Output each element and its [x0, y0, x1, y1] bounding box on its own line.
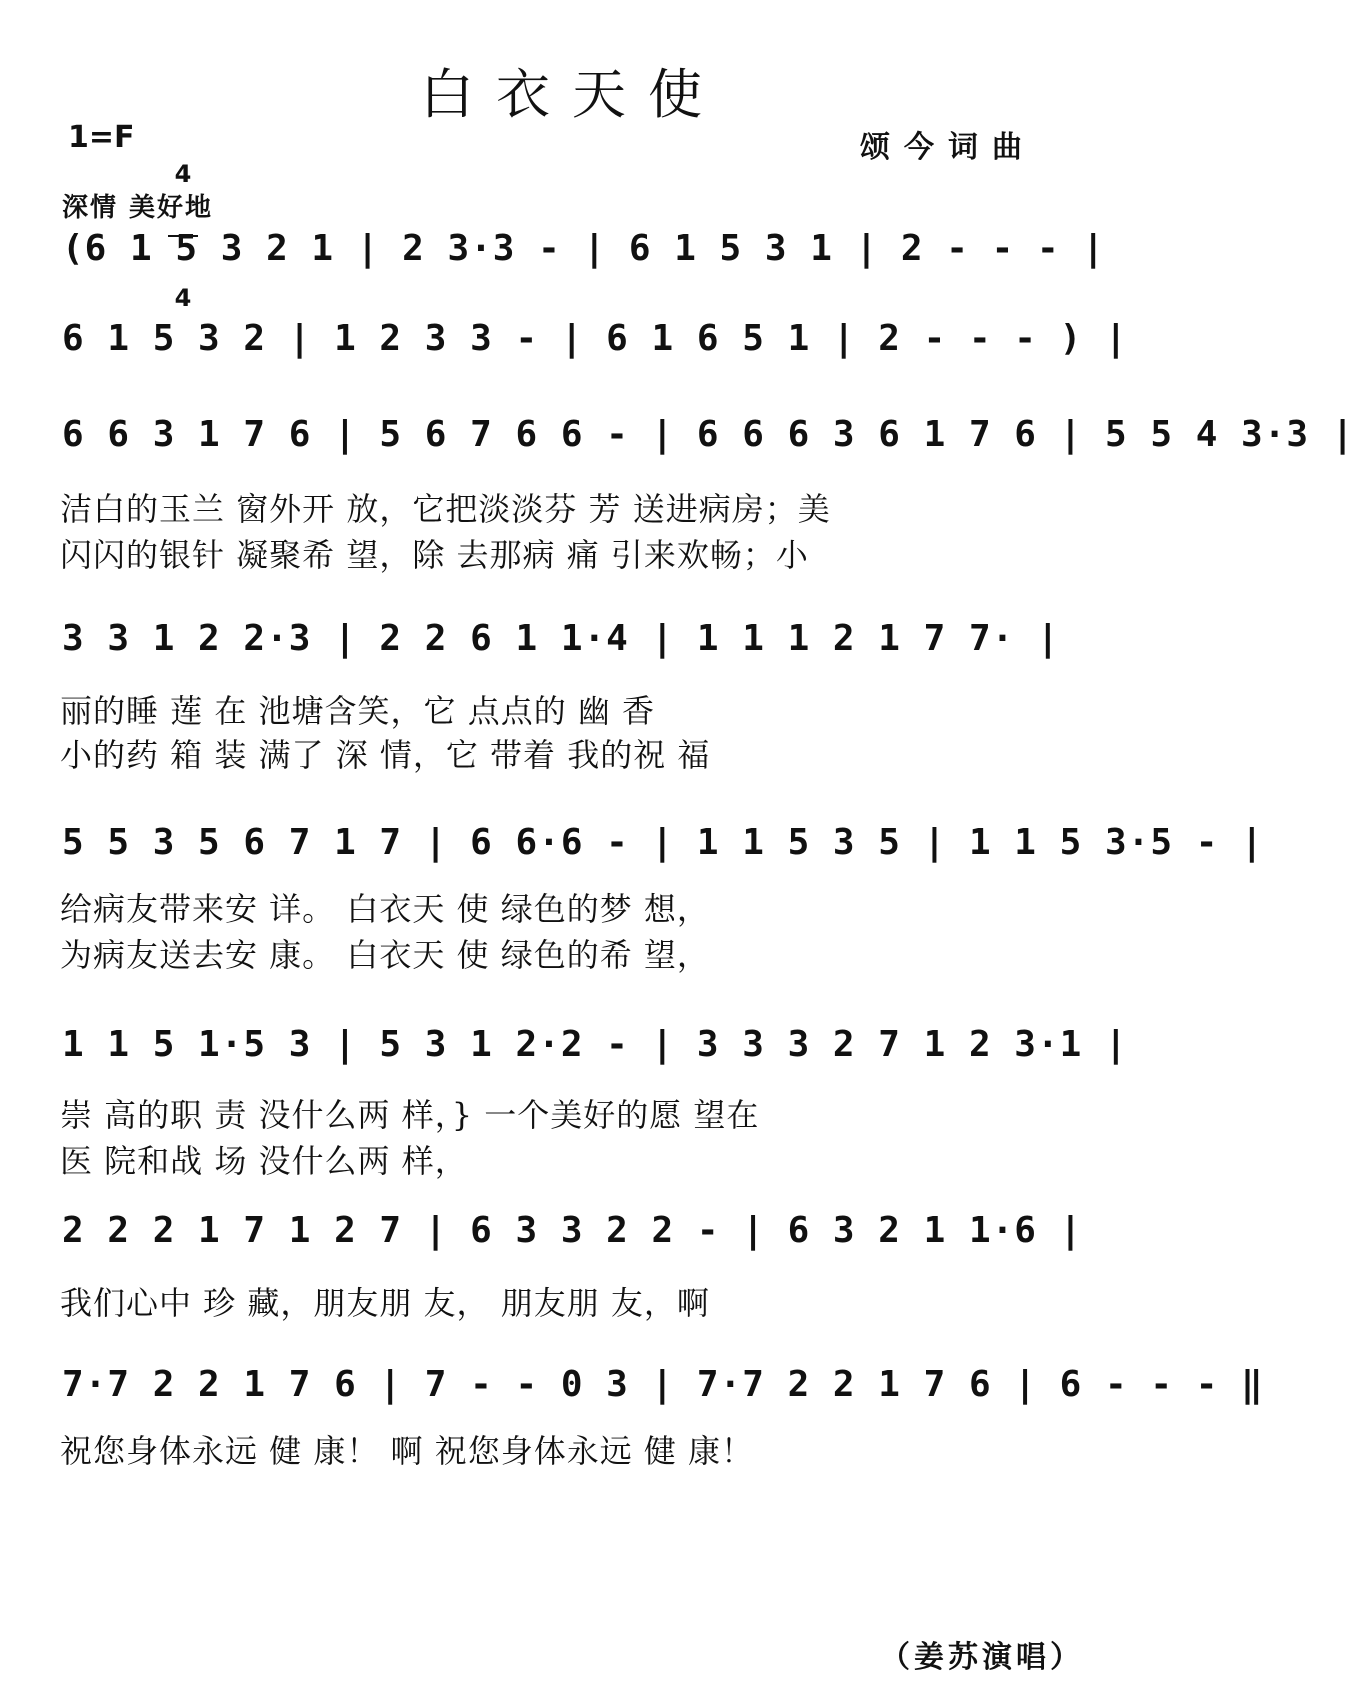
lyric-line-6-verse-2: 医 院和战 场 没什么两 样，: [60, 1142, 468, 1180]
lyric-line-7: 我们心中 珍 藏，朋友朋 友， 朋友朋 友，啊: [60, 1284, 710, 1322]
lyric-line-6-verse-1: 崇 高的职 责 没什么两 样，} 一个美好的愿 望在: [60, 1096, 760, 1134]
lyric-line-8: 祝您身体永远 健 康！ 啊 祝您身体永远 健 康！: [60, 1432, 755, 1470]
tempo-marking: 深情 美好地: [62, 193, 214, 223]
lyric-line-4-verse-2: 小的药 箱 装 满了 深 情，它 带着 我的祝 福: [60, 736, 711, 774]
lyric-line-3-verse-1: 洁白的玉兰 窗外开 放，它把淡淡芬 芳 送进病房；美: [60, 490, 831, 528]
song-title: 白衣天使: [420, 63, 724, 126]
notation-line-2: 6 1 5 3 2 | 1 2 3 3 - | 6 1 6 5 1 | 2 - - - ) |: [62, 318, 1128, 359]
lyric-line-5-verse-2: 为病友送去安 康。 白衣天 使 绿色的希 望，: [60, 936, 710, 974]
meter-top: 4: [174, 160, 192, 188]
time-signature: [168, 114, 198, 334]
notation-line-7: 2 2 2 1 7 1 2 7 | 6 3 3 2 2 - | 6 3 2 1 1·6 |: [62, 1210, 1083, 1251]
notation-line-3: 6 6 3 1 7 6 | 5 6 7 6 6 - | 6 6 6 3 6 1 7 6 | 5 5 4 3·3 |: [62, 414, 1354, 455]
notation-line-6: 1 1 5 1·5 3 | 5 3 1 2·2 - | 3 3 3 2 7 1 2 3·1 |: [62, 1024, 1128, 1065]
lyric-line-4-verse-1: 丽的睡 莲 在 池塘含笑，它 点点的 幽 香: [60, 692, 656, 730]
meter-bottom: 4: [174, 284, 192, 312]
singer-credit: （姜苏演唱）: [880, 1640, 1084, 1675]
lyric-line-3-verse-2: 闪闪的银针 凝聚希 望，除 去那病 痛 引来欢畅；小: [60, 536, 809, 574]
notation-line-5: 5 5 3 5 6 7 1 7 | 6 6·6 - | 1 1 5 3 5 | 1 1 5 3·5 - |: [62, 822, 1264, 863]
lyric-line-5-verse-1: 给病友带来安 详。 白衣天 使 绿色的梦 想，: [60, 890, 710, 928]
composer-credit: 颂今词曲: [860, 130, 1036, 165]
notation-line-8: 7·7 2 2 1 7 6 | 7 - - 0 3 | 7·7 2 2 1 7 6 | 6 - - - ‖: [62, 1364, 1264, 1405]
notation-line-1: (6 1 5 3 2 1 | 2 3·3 - | 6 1 5 3 1 | 2 - - - |: [62, 228, 1105, 269]
notation-line-4: 3 3 1 2 2·3 | 2 2 6 1 1·4 | 1 1 1 2 1 7 7· |: [62, 618, 1060, 659]
key-signature: 1=F: [68, 120, 135, 155]
